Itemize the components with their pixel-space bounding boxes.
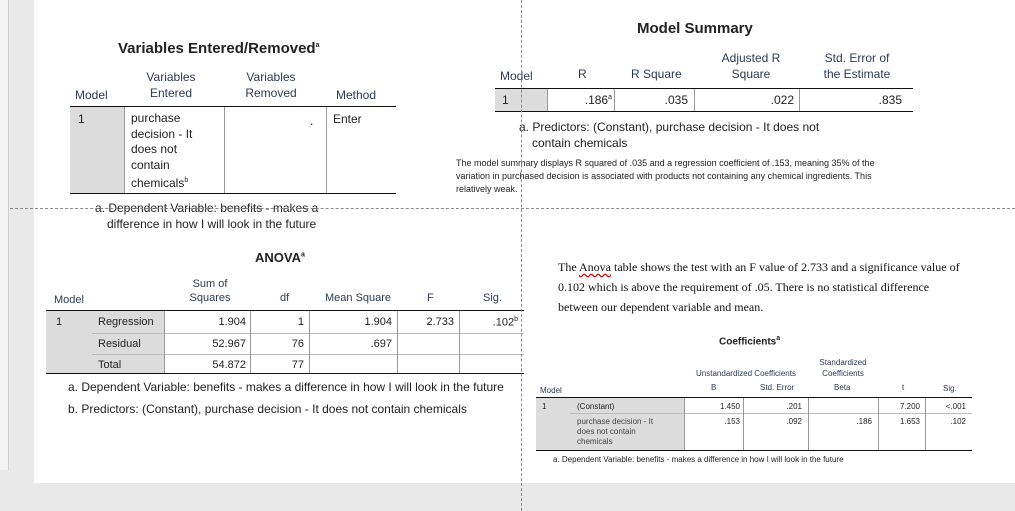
row-ss: 54.872 [212,359,246,371]
header-se-l1: Std. Error of [824,51,890,65]
row-label: Total [98,359,122,371]
row-model: 1 [56,316,63,328]
row-ss: 52.967 [212,338,246,350]
rule [70,193,396,194]
row-adj: .022 [770,93,794,107]
header-f: F [427,292,434,304]
row-removed: . [310,114,314,128]
col-divider [694,89,695,111]
row-model: 1 [78,112,85,126]
header-model: Model [540,386,562,395]
row-se: .092 [786,417,802,426]
row-b: .153 [724,417,740,426]
col-divider [164,311,165,373]
row-ss: 1.904 [218,316,246,328]
left-margin-strip [0,0,9,470]
row-b: 1.450 [719,402,740,411]
rule [46,373,524,374]
col-divider [878,398,879,450]
row-r: .186$^a$ [584,93,612,107]
model-summary-description: The model summary displays R squared of .035 and a regression coefficient of .153, meaning 35% of the variation in purchased decision is associated with products not containing any chemical ingredients. This relatively weak. [456,158,875,194]
row-df: 1 [297,316,304,328]
header-se: Std. Error [760,383,795,392]
header-method: Method [336,88,377,102]
row-method: Enter [333,112,362,126]
coefficients-title: Coefficients$^a$ [719,335,781,348]
col-divider [925,398,926,450]
row-label: Regression [98,316,154,328]
header-unstd: Unstandardized Coefficients [696,369,796,378]
col-divider [309,311,310,373]
row-df: 76 [291,338,304,350]
header-removed-l1: Variables [246,70,296,84]
header-b: B [711,383,717,392]
row-f: 2.733 [426,316,454,328]
col-divider [224,107,225,193]
header-model: Model [54,294,84,306]
col-divider [799,89,800,111]
header-r: R [578,67,587,81]
row-entered: purchase decision - It does not contain chemicals$^b$ [131,111,193,190]
row-se: .835 [878,93,902,107]
header-t: t [902,383,905,392]
model-summary-title: Model Summary [637,20,753,37]
row-label: purchase decision - It does not contain chemicals [577,417,654,446]
row-df: 77 [291,359,304,371]
row-t: 1.653 [899,417,920,426]
header-model: Model [500,69,533,83]
footnote-a-line1: a. Predictors: (Constant), purchase decision - It does not [519,120,820,134]
row-beta: .186 [856,417,872,426]
header-ss-l1: Sum of [192,278,228,290]
header-sig: Sig. [483,292,502,304]
header-beta: Beta [834,383,851,392]
rule [495,111,913,112]
rule [570,413,972,414]
row-ms: 1.904 [364,316,392,328]
row-se: .201 [786,402,802,411]
page-break-horizontal [10,208,1015,209]
row-model: 1 [542,402,547,411]
col-divider [124,107,125,193]
variables-entered-title: Variables Entered/Removed$^a$ [118,40,320,57]
footnote-a-line2: contain chemicals [532,136,628,150]
col-divider [326,107,327,193]
header-ms: Mean Square [325,292,392,304]
row-t: 7.200 [899,402,920,411]
page-break-vertical [521,0,522,511]
header-model: Model [75,88,108,102]
header-sig: Sig. [943,384,957,393]
header-se-l2: the Estimate [823,67,891,81]
footnote-a-line1: a. Dependent Variable: benefits - makes a [95,201,319,215]
footnote-a-line2: difference in how I will look in the future [107,217,317,231]
row-model: 1 [502,93,509,107]
footnote-a: a. Dependent Variable: benefits - makes a difference in how I will look in the future [68,380,504,394]
row-label: (Constant) [577,402,615,411]
row-r-square: .035 [664,93,688,107]
col-divider [743,398,744,450]
rule [495,88,913,89]
col-divider [547,89,548,111]
footnote-a: a. Dependent Variable: benefits - makes a difference in how I will look in the future [553,455,844,464]
row-sig: .102 [950,417,966,426]
col-divider [397,311,398,373]
header-removed-l2: Removed [245,86,297,100]
row-ms: .697 [370,338,392,350]
header-adj-l2: Square [731,67,771,81]
footnote-b: b. Predictors: (Constant), purchase decision - It does not contain chemicals [68,402,467,416]
row-sig: <.001 [945,402,966,411]
header-adj-l1: Adjusted R [721,51,781,65]
col-divider [684,398,685,450]
col-divider [808,398,809,450]
header-entered-l2: Entered [149,86,193,100]
col-divider [250,311,251,373]
header-entered-l1: Variables [146,70,196,84]
col-divider [614,89,615,111]
header-ss-l2: Squares [189,292,231,304]
row-sig: .102$^b$ [492,316,518,329]
header-std-l2: Coefficients [822,369,864,378]
anova-title: ANOVA$^a$ [255,250,305,265]
header-std-l1: Standardized [819,358,867,367]
col-divider [459,311,460,373]
header-r-square: R Square [631,67,682,81]
anova-explanation: The Anova table shows the test with an F value of 2.733 and a significance value of 0.102 which is above the requirement of .05. There is no statistical difference between our dependent variable and mean. [558,260,960,314]
header-df: df [280,292,290,304]
rule [536,450,972,451]
row-label: Residual [98,338,141,350]
